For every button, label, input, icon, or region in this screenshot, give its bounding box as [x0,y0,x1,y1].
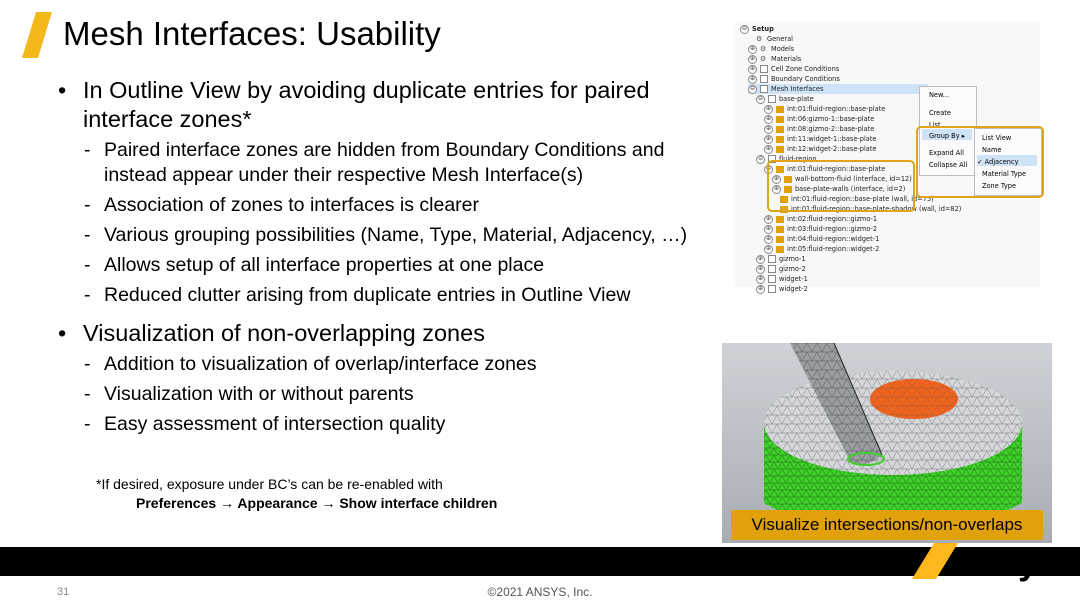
sub-bullet [58,382,718,407]
bullet-glyph: • [58,77,67,103]
expand-toggle-icon[interactable]: ⊕ [765,224,772,232]
outline-tree-item[interactable] [748,64,839,74]
expand-toggle-icon[interactable]: ⊖ [765,164,772,172]
sub-bullet [58,223,718,248]
outline-tree-item[interactable] [756,264,806,274]
expand-toggle-icon[interactable]: ⊕ [765,114,772,122]
sub-bullet-text: Addition to visualization of overlap/interface zones [104,353,537,375]
outline-item-label: int:11:widget-1::base-plate [787,135,877,143]
expand-toggle-icon[interactable]: ⊖ [757,94,764,102]
outline-item-label: base-plate-walls (interface, id=2) [795,185,906,193]
folder-icon [760,85,768,93]
footnote-preference-path: Preferences → Appearance → Show interface children [136,495,498,511]
dash-glyph: - [84,224,91,246]
outline-tree-item[interactable] [748,84,928,94]
submenu-item-material-type[interactable]: Material Type [982,170,1027,178]
outline-item-label: int:02:fluid-region::gizmo-1 [787,215,878,223]
outline-tree-item[interactable] [748,44,794,54]
highlight-box-groupby [916,126,1044,198]
bullet-list [58,76,718,442]
outline-item-label: int:03:fluid-region::gizmo-2 [787,225,878,233]
expand-toggle-icon[interactable]: ⊖ [757,154,764,162]
outline-item-label: gizmo-1 [779,255,806,263]
footnote: *If desired, exposure under BC’s can be re-enabled with [96,476,443,492]
interface-icon [776,126,784,133]
folder-icon [760,65,768,73]
sub-bullet-text: Association of zones to interfaces is clearer [104,194,480,216]
outline-tree-item[interactable] [764,114,874,124]
expand-toggle-icon[interactable]: ⊕ [765,124,772,132]
interface-icon [776,146,784,153]
interface-icon [776,116,784,123]
submenu-item-label: Adjacency [984,158,1019,166]
sub-bullet-text: Various grouping possibilities (Name, Type, Material, Adjacency, …) [104,224,688,246]
outline-item-label: int:01:fluid-region::base-plate [787,105,886,113]
sub-bullet-text: Paired interface zones are hidden from Boundary Conditions and instead appear under their respective Mesh Interface(s) [104,139,665,186]
interface-icon [776,226,784,233]
expand-toggle-icon[interactable]: ⊕ [765,134,772,142]
highlight-box-interface [767,160,915,212]
outline-item-label: base-plate [779,95,814,103]
sub-bullet-text: Reduced clutter arising from duplicate entries in Outline View [104,284,631,306]
outline-tree-item[interactable] [764,244,879,254]
expand-toggle-icon[interactable]: ⊕ [773,184,780,192]
bullet-glyph: • [58,320,67,346]
dash-glyph: - [84,139,91,161]
expand-toggle-icon[interactable]: ⊕ [757,254,764,262]
menu-item-expand-all[interactable]: Expand All [929,149,964,157]
sub-bullet-text: Easy assessment of intersection quality [104,413,446,435]
dash-glyph: - [84,254,91,276]
sub-bullet [58,253,718,278]
submenu-item-list-view[interactable]: List View [982,134,1012,142]
page-number: 31 [57,586,70,598]
expand-toggle-icon[interactable]: ⊕ [765,214,772,222]
folder-icon [768,265,776,273]
slide-title: Mesh Interfaces: Usability [63,15,441,52]
settings-icon: ⚙ [756,34,763,43]
outline-tree-item[interactable] [748,54,801,64]
expand-toggle-icon[interactable]: ⊕ [749,54,756,62]
check-icon: ✓ [977,158,983,166]
expand-toggle-icon[interactable]: ⊕ [749,44,756,52]
expand-toggle-icon[interactable]: ⊕ [773,174,780,182]
dash-glyph: - [84,413,91,435]
menu-item-list[interactable]: List [929,121,941,129]
outline-tree-item[interactable] [748,74,840,84]
dash-glyph: - [84,284,91,306]
bullet-text: In Outline View by avoiding duplicate entries for paired interface zones* [83,77,650,132]
outline-tree-item[interactable] [756,254,806,264]
folder-icon [760,75,768,83]
outline-item-label: int:01:fluid-region::base-plate [787,165,886,173]
outline-tree-item[interactable] [740,24,774,34]
expand-toggle-icon[interactable]: ⊕ [757,264,764,272]
submenu-arrow-icon: ▸ [961,132,966,140]
interface-icon [776,216,784,223]
outline-item-label: int:08:gizmo-2::base-plate [787,125,875,133]
dash-glyph: - [84,194,91,216]
expand-toggle-icon[interactable]: ⊕ [749,74,756,82]
bullet-visualization [58,319,718,348]
outline-item-label: int:01:fluid-region::base-plate (wall, id=75) [791,195,934,203]
folder-icon [768,95,776,103]
interface-icon [776,106,784,113]
outline-item-label: widget-1 [779,275,808,283]
outline-item-label: wall-bottom-fluid (interface, id=12) [795,175,912,183]
expand-toggle-icon[interactable]: ⊕ [757,284,764,292]
bullet-text: Visualization of non-overlapping zones [83,320,485,346]
outline-tree-item[interactable] [764,214,877,224]
outline-item-label: Boundary Conditions [771,75,840,83]
sub-bullet [58,193,718,218]
folder-icon [768,255,776,263]
outline-item-label: int:12:widget-2::base-plate [787,145,877,153]
folder-icon [768,285,776,293]
outline-item-label: Materials [771,55,802,63]
outline-tree-item[interactable] [764,224,877,234]
settings-icon: ⚙ [760,54,767,63]
menu-item-new[interactable]: New... [929,91,950,99]
outline-item-label: gizmo-2 [779,265,806,273]
sub-bullet-text: Visualization with or without parents [104,383,414,405]
render-caption: Visualize intersections/non-overlaps [731,510,1043,540]
outline-item-label: Models [771,45,795,53]
expand-toggle-icon[interactable]: ⊕ [749,64,756,72]
sub-bullet [58,283,718,308]
outline-item-label: Mesh Interfaces [771,85,824,93]
sub-bullet-text: Allows setup of all interface properties at one place [104,254,545,276]
submenu-item-name[interactable]: Name [982,146,1002,154]
outline-item-label: int:06:gizmo-1::base-plate [787,115,875,123]
expand-toggle-icon[interactable]: ⊕ [765,104,772,112]
outline-tree-item[interactable] [756,34,793,44]
bullet-outline-view [58,76,718,134]
outline-tree-item[interactable] [764,234,879,244]
interface-icon [776,236,784,243]
outline-tree-item[interactable] [756,274,808,284]
sub-bullet [58,352,718,377]
dash-glyph: - [84,383,91,405]
expand-toggle-icon[interactable]: ⊖ [741,24,748,32]
outline-item-label: fluid-region [779,155,817,163]
interface-icon [776,246,784,253]
outline-item-label: General [767,35,793,43]
outline-tree-item[interactable] [756,94,814,104]
ansys-logo: Ansys [953,541,1057,582]
outline-tree-item[interactable] [764,134,876,144]
expand-toggle-icon[interactable]: ⊕ [757,274,764,282]
sub-bullet [58,138,718,188]
menu-item-collapse-all[interactable]: Collapse All [929,161,968,169]
submenu-item-zone-type[interactable]: Zone Type [982,182,1017,190]
outline-item-label: Setup [752,25,774,33]
copyright: ©2021 ANSYS, Inc. [487,585,593,599]
interface-icon [776,136,784,143]
outline-item-label: int:04:fluid-region::widget-1 [787,235,880,243]
outline-tree-item[interactable] [764,104,885,114]
expand-toggle-icon[interactable]: ⊕ [765,144,772,152]
outline-item-label: int:05:fluid-region::widget-2 [787,245,880,253]
sub-bullet [58,412,718,437]
settings-icon: ⚙ [760,44,767,53]
outline-tree-item[interactable] [756,284,808,294]
ansys-logo-slash [912,543,958,579]
expand-toggle-icon[interactable]: ⊕ [765,234,772,242]
dash-glyph: - [84,353,91,375]
outline-item-label: widget-2 [779,285,808,293]
outline-item-label: Cell Zone Conditions [771,65,840,73]
expand-toggle-icon[interactable]: ⊖ [749,84,756,92]
outline-tree-item[interactable] [764,144,876,154]
menu-item-label: Group By [929,132,960,140]
title-accent-slash [22,12,52,58]
expand-toggle-icon[interactable]: ⊕ [765,244,772,252]
outline-tree-item[interactable] [764,124,874,134]
menu-item-create[interactable]: Create [929,109,951,117]
folder-icon [768,275,776,283]
outline-item-label: int:01:fluid-region::base-plate-shadow (wall, id=82) [791,205,962,213]
